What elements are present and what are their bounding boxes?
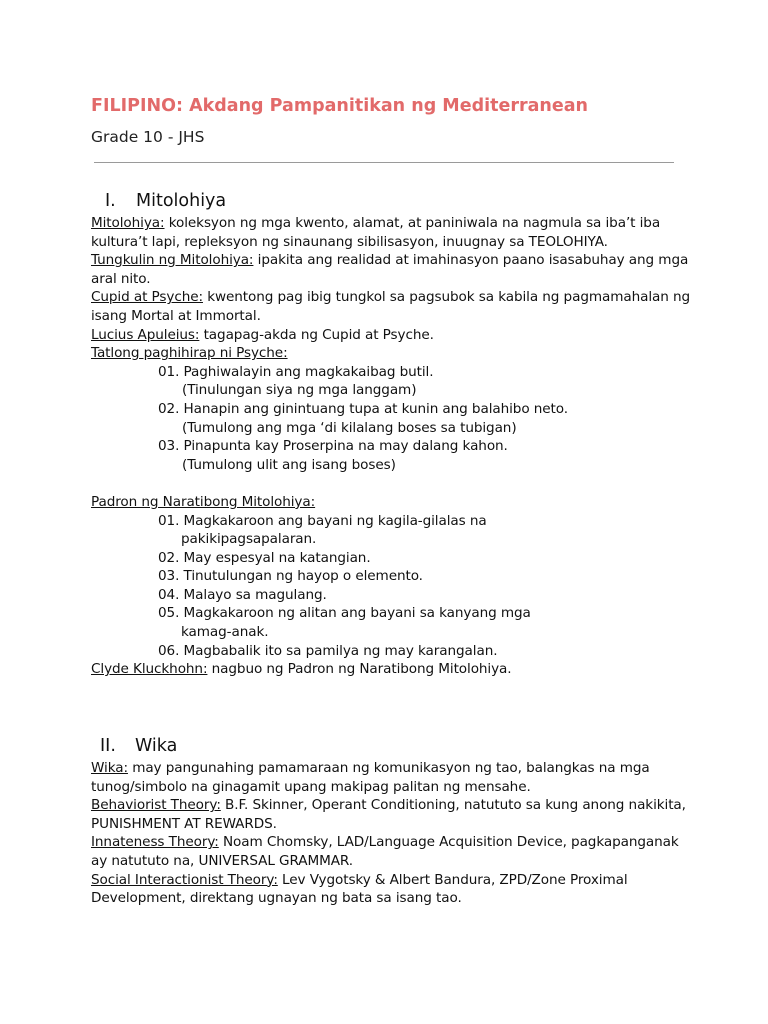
list-item xyxy=(91,549,691,568)
padron-list xyxy=(91,512,691,661)
definition-clyde xyxy=(91,660,691,679)
definition-term: Cupid at Psyche: xyxy=(91,289,203,306)
definition-social-interactionist xyxy=(91,871,691,908)
definition-text: may pangunahing pamamaraan ng komunikasyon ng tao, balangkas na mga tunog/simbolo na ginagamit upang makipag palitan ng mensahe. xyxy=(91,760,650,795)
definition-text: tagapag-akda ng Cupid at Psyche. xyxy=(199,326,434,343)
definition-mitolohiya xyxy=(91,214,691,251)
definition-tungkulin xyxy=(91,251,691,288)
list-item xyxy=(91,642,691,661)
section-body xyxy=(91,214,691,679)
list-item-main: 03. Pinapunta kay Proserpina na may dalang kahon. xyxy=(158,438,508,455)
definition-text: ipakita ang realidad at imahinasyon paano isasabuhay ang mga aral nito. xyxy=(91,252,689,287)
list-item-main: 02. May espesyal na katangian. xyxy=(158,549,371,566)
document-title: FILIPINO: Akdang Pampanitikan ng Mediterranean xyxy=(91,96,589,116)
list-item xyxy=(91,586,691,605)
definition-wika xyxy=(91,759,691,796)
list-item xyxy=(91,567,691,586)
list-item-main: 03. Tinutulungan ng hayop o elemento. xyxy=(158,568,423,585)
list-item-main: 05. Magkakaroon ng alitan ang bayani sa kanyang mga xyxy=(158,605,531,622)
section-body xyxy=(91,759,691,908)
definition-text: koleksyon ng mga kwento, alamat, at paniniwala na nagmula sa iba’t iba kultura’t lapi, repleksyon ng sinaunang sibilisasyon, inuugnay sa TEOLOHIYA. xyxy=(91,215,661,250)
section-number: II. xyxy=(100,736,116,756)
list-item xyxy=(91,363,691,400)
definition-cupid-psyche xyxy=(91,288,691,325)
section-number: I. xyxy=(105,191,116,211)
header-divider xyxy=(94,162,674,163)
list-item-continuation: pakikipagsapalaran. xyxy=(181,531,317,548)
list-item-main: 01. Paghiwalayin ang magkakaibag butil. xyxy=(158,363,434,380)
section-heading xyxy=(91,191,691,215)
list-item-main: 04. Malayo sa magulang. xyxy=(158,586,327,603)
list-item xyxy=(91,604,691,641)
list-item-main: 01. Magkakaroon ang bayani ng kagila-gilalas na xyxy=(158,512,487,529)
definition-text: Lev Vygotsky & Albert Bandura, ZPD/Zone Proximal Development, direktang ugnayan ng bata sa isang tao. xyxy=(91,871,628,907)
list-item xyxy=(91,512,691,549)
list-label: Tatlong paghihirap ni Psyche: xyxy=(91,345,288,362)
trials-label xyxy=(91,344,691,363)
definition-text: nagbuo ng Padron ng Naratibong Mitolohiya. xyxy=(207,661,512,678)
definition-text: Noam Chomsky, LAD/Language Acquisition Device, pagkapanganak ay natututo na, UNIVERSAL GRAMMAR. xyxy=(91,834,679,869)
list-item xyxy=(91,400,691,437)
definition-term: Behaviorist Theory: xyxy=(91,797,221,814)
section-mitolohiya xyxy=(91,191,691,679)
list-item-main: 02. Hanapin ang ginintuang tupa at kunin ang balahibo neto. xyxy=(158,400,568,417)
list-item-main: 06. Magbabalik ito sa pamilya ng may karangalan. xyxy=(158,642,498,659)
list-item xyxy=(91,437,691,474)
list-item-continuation: kamag-anak. xyxy=(181,624,269,641)
list-item-note: (Tinulungan siya ng mga langgam) xyxy=(182,382,417,399)
definition-term: Tungkulin ng Mitolohiya: xyxy=(91,252,254,269)
padron-label xyxy=(91,493,691,512)
document-subtitle: Grade 10 - JHS xyxy=(91,128,205,146)
section-title: Mitolohiya xyxy=(136,191,227,211)
list-item-note: (Tumulong ang mga ‘di kilalang boses sa tubigan) xyxy=(182,419,517,436)
definition-term: Innateness Theory: xyxy=(91,834,219,851)
section-title: Wika xyxy=(135,736,178,756)
definition-text: kwentong pag ibig tungkol sa pagsubok sa kabila ng pagmamahalan ng isang Mortal at Immortal. xyxy=(91,289,691,324)
trials-list xyxy=(91,363,691,475)
spacer xyxy=(91,474,691,493)
definition-text: B.F. Skinner, Operant Conditioning, natututo sa kung anong nakikita, PUNISHMENT AT REWARDS. xyxy=(91,797,686,832)
definition-term: Wika: xyxy=(91,760,128,776)
definition-term: Social Interactionist Theory: xyxy=(91,871,278,888)
definition-innateness xyxy=(91,833,691,870)
definition-behaviorist xyxy=(91,796,691,833)
section-heading xyxy=(91,736,691,760)
list-label: Padron ng Naratibong Mitolohiya: xyxy=(91,493,316,510)
definition-term: Lucius Apuleius: xyxy=(91,326,200,343)
section-wika xyxy=(91,736,691,908)
definition-term: Clyde Kluckhohn: xyxy=(91,661,208,678)
definition-lucius xyxy=(91,326,691,345)
definition-term: Mitolohiya: xyxy=(91,215,165,231)
list-item-note: (Tumulong ulit ang isang boses) xyxy=(182,456,396,473)
